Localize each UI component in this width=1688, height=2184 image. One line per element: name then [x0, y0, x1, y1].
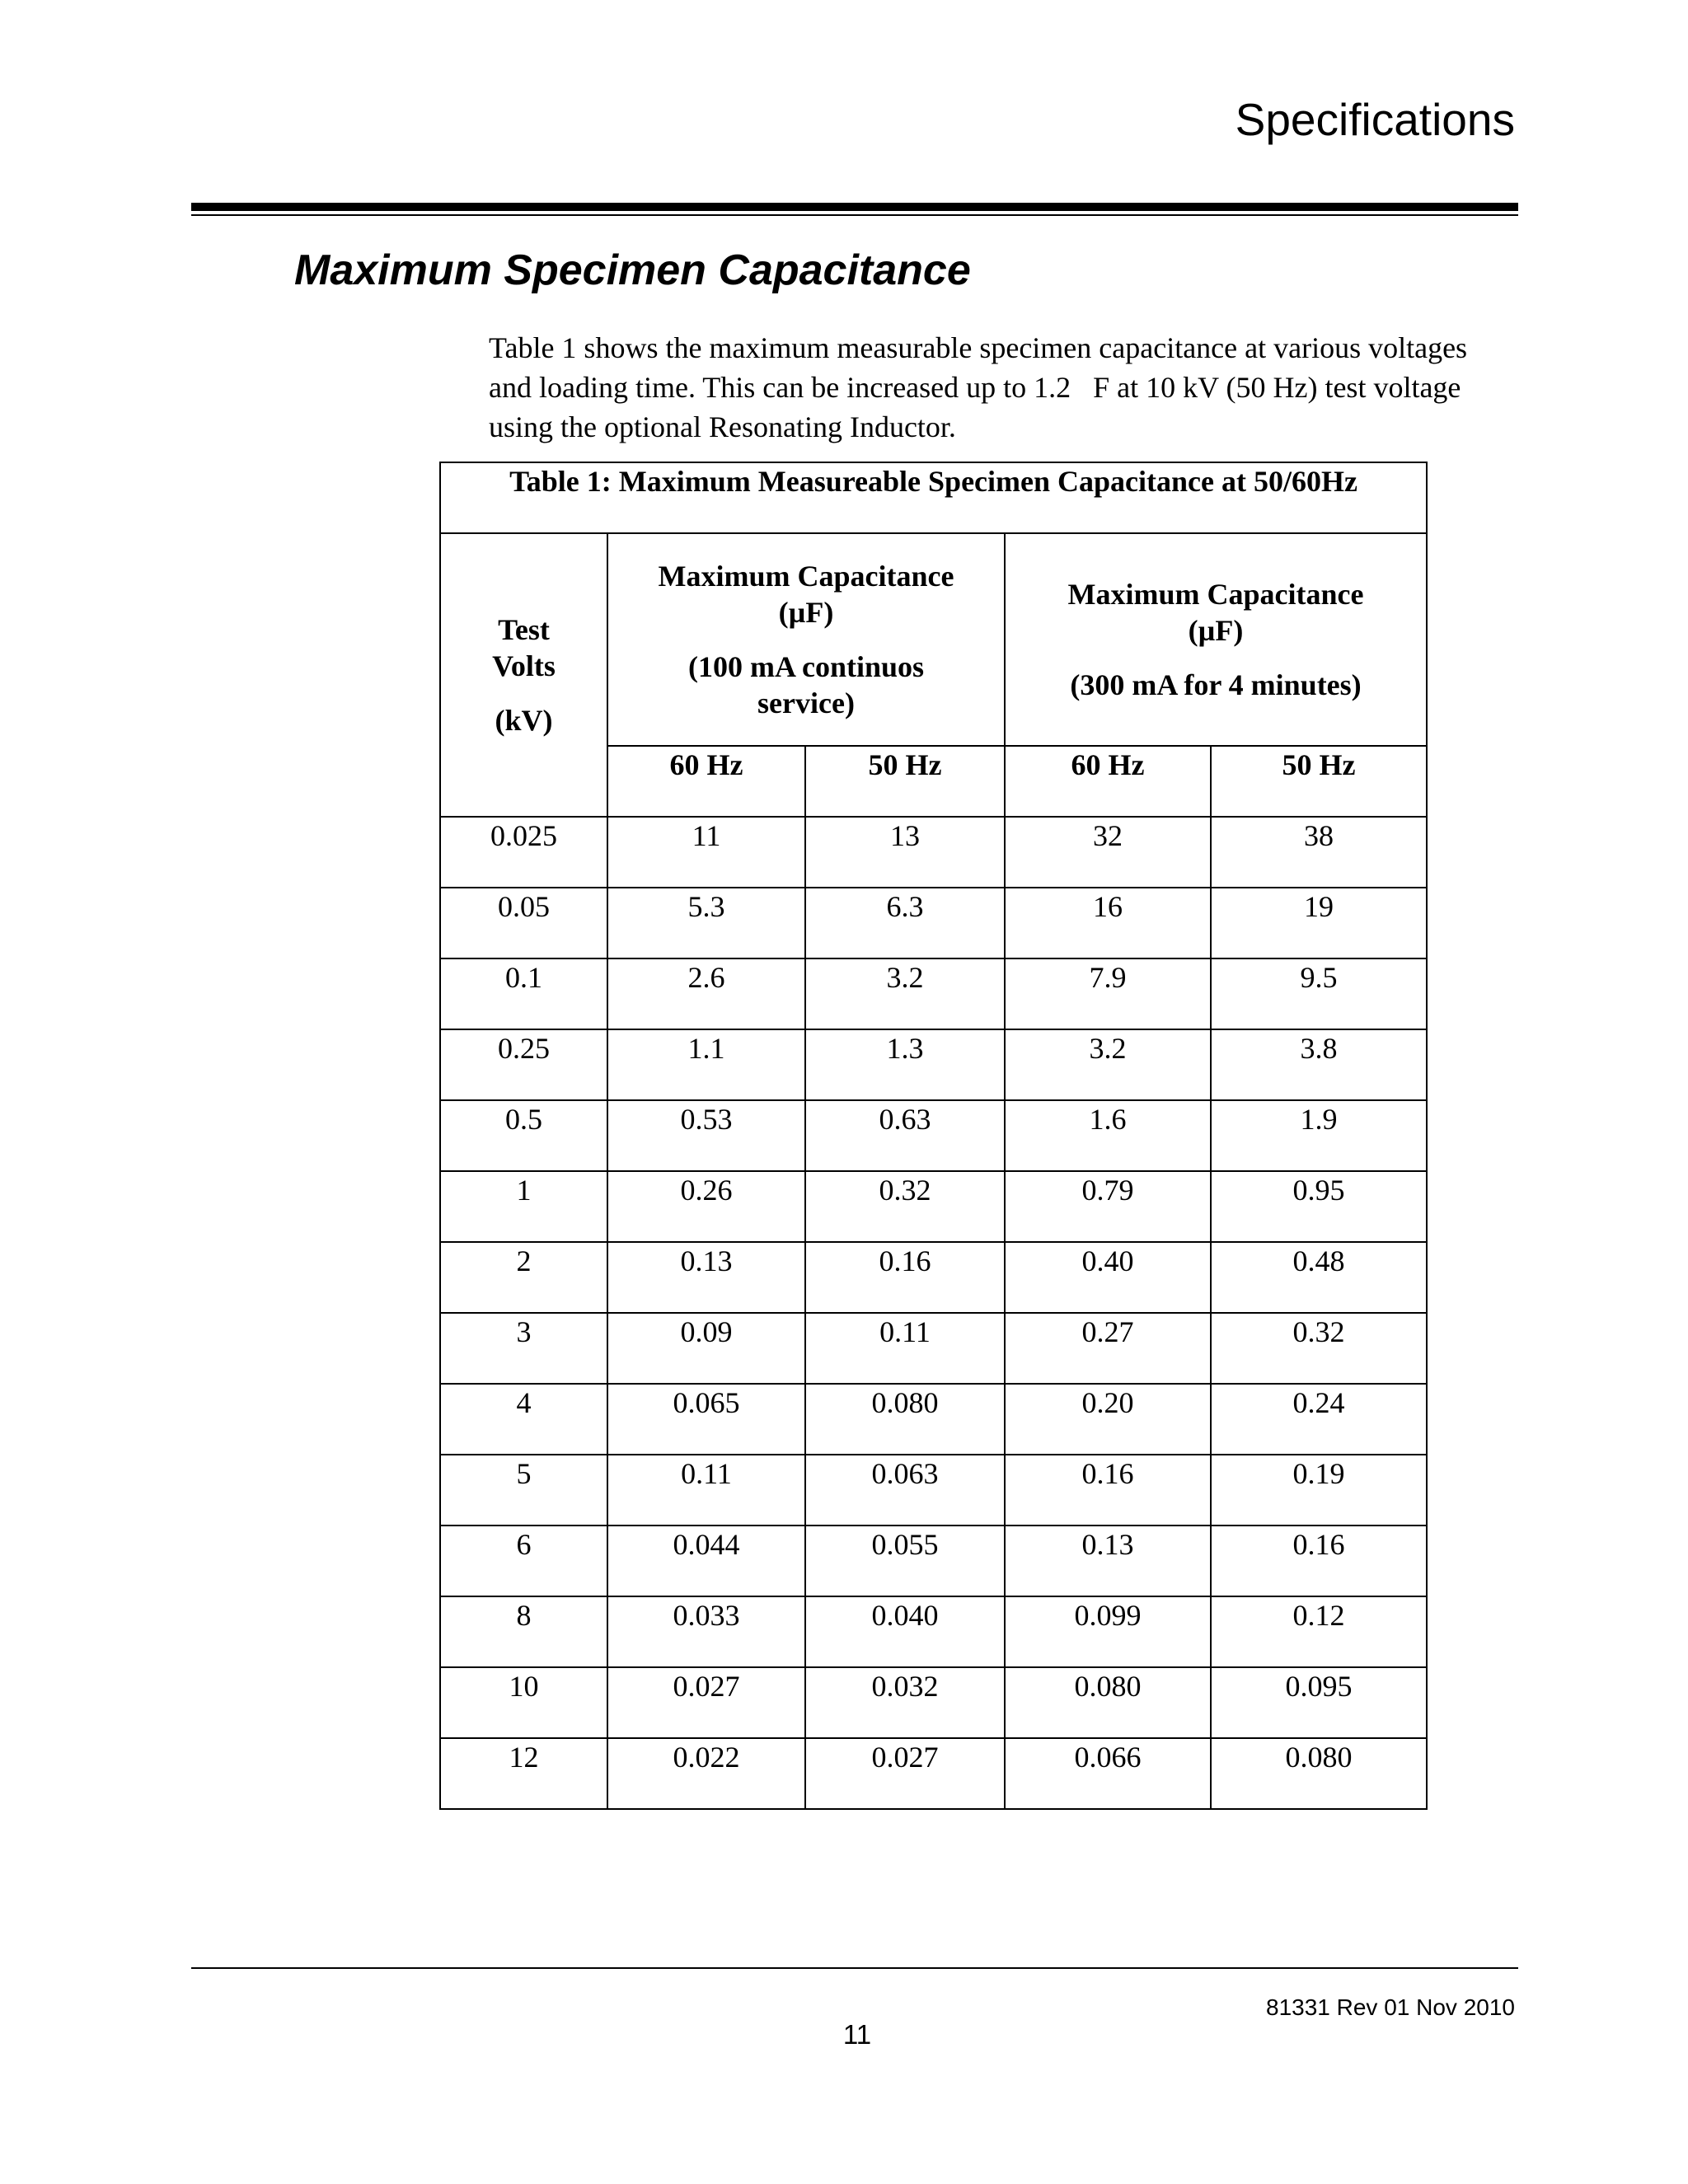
cell-100ma-60hz: 0.027 — [607, 1667, 805, 1738]
group1-note-line1: (100 mA continuos — [687, 650, 925, 683]
cell-100ma-50hz: 0.027 — [805, 1738, 1005, 1809]
cell-300ma-50hz: 0.12 — [1211, 1596, 1427, 1667]
group2-note: (300 mA for 4 minutes) — [1070, 668, 1362, 701]
footer-revision: 81331 Rev 01 Nov 2010 — [1266, 1994, 1515, 2020]
group1-title: Maximum Capacitance — [658, 560, 954, 593]
cell-100ma-60hz: 11 — [607, 817, 805, 888]
cell-300ma-50hz: 0.16 — [1211, 1526, 1427, 1596]
table-row — [440, 1171, 1427, 1242]
cell-300ma-60hz: 0.27 — [1005, 1313, 1211, 1384]
cell-100ma-60hz: 0.26 — [607, 1171, 805, 1242]
cell-300ma-60hz: 7.9 — [1005, 958, 1211, 1029]
table-row — [440, 1667, 1427, 1738]
cell-100ma-60hz: 0.044 — [607, 1526, 805, 1596]
table-body — [440, 817, 1427, 1809]
cell-test-volts: 2 — [440, 1242, 607, 1313]
header-rule-thin — [191, 214, 1518, 216]
group1-note-line2: service) — [757, 687, 855, 719]
cell-100ma-50hz: 0.16 — [805, 1242, 1005, 1313]
table-caption: Table 1: Maximum Measureable Specimen Capacitance at 50/60Hz — [440, 462, 1427, 533]
table-group-header-row — [440, 533, 1427, 746]
cell-300ma-60hz: 1.6 — [1005, 1100, 1211, 1171]
cell-100ma-60hz: 0.13 — [607, 1242, 805, 1313]
cell-100ma-50hz: 13 — [805, 817, 1005, 888]
cell-test-volts: 0.5 — [440, 1100, 607, 1171]
cell-100ma-50hz: 0.040 — [805, 1596, 1005, 1667]
table-row — [440, 1100, 1427, 1171]
cell-300ma-50hz: 38 — [1211, 817, 1427, 888]
cell-300ma-50hz: 19 — [1211, 888, 1427, 958]
footer-rule — [191, 1967, 1518, 1969]
table-row — [440, 1242, 1427, 1313]
cell-100ma-60hz: 2.6 — [607, 958, 805, 1029]
cell-300ma-50hz: 0.32 — [1211, 1313, 1427, 1384]
cell-300ma-60hz: 0.20 — [1005, 1384, 1211, 1455]
table-row — [440, 1384, 1427, 1455]
table-row — [440, 888, 1427, 958]
cell-test-volts: 0.25 — [440, 1029, 607, 1100]
cell-test-volts: 4 — [440, 1384, 607, 1455]
cell-100ma-50hz: 0.063 — [805, 1455, 1005, 1526]
table-caption-row — [440, 462, 1427, 533]
cell-300ma-50hz: 0.080 — [1211, 1738, 1427, 1809]
table-row — [440, 1738, 1427, 1809]
cell-100ma-50hz: 0.11 — [805, 1313, 1005, 1384]
cell-100ma-50hz: 3.2 — [805, 958, 1005, 1029]
cell-300ma-60hz: 0.13 — [1005, 1526, 1211, 1596]
group2-title: Maximum Capacitance — [1067, 578, 1364, 611]
table-row — [440, 1526, 1427, 1596]
group-header-100ma — [607, 533, 1005, 746]
table-row — [440, 958, 1427, 1029]
cell-100ma-50hz: 0.032 — [805, 1667, 1005, 1738]
cell-300ma-60hz: 0.40 — [1005, 1242, 1211, 1313]
group1-unit: (µF) — [778, 596, 834, 629]
page-number: 11 — [842, 2019, 872, 2050]
cell-100ma-60hz: 0.033 — [607, 1596, 805, 1667]
cell-300ma-50hz: 0.095 — [1211, 1667, 1427, 1738]
cell-100ma-50hz: 0.32 — [805, 1171, 1005, 1242]
capacitance-table — [439, 462, 1428, 1810]
cell-test-volts: 10 — [440, 1667, 607, 1738]
header-rule-thick — [191, 203, 1518, 211]
cell-test-volts: 0.1 — [440, 958, 607, 1029]
freq-header-g1-60hz: 60 Hz — [607, 746, 805, 817]
freq-header-g2-50hz: 50 Hz — [1211, 746, 1427, 817]
cell-100ma-60hz: 0.09 — [607, 1313, 805, 1384]
page-header-title: Specifications — [1235, 94, 1515, 145]
cell-test-volts: 6 — [440, 1526, 607, 1596]
cell-test-volts: 8 — [440, 1596, 607, 1667]
cell-100ma-50hz: 0.080 — [805, 1384, 1005, 1455]
cell-100ma-60hz: 0.022 — [607, 1738, 805, 1809]
table-row — [440, 1029, 1427, 1100]
cell-100ma-60hz: 0.11 — [607, 1455, 805, 1526]
volts-header-line1: Test — [498, 613, 550, 646]
freq-header-g2-60hz: 60 Hz — [1005, 746, 1211, 817]
volts-header-line2: Volts — [492, 649, 556, 682]
cell-100ma-50hz: 0.055 — [805, 1526, 1005, 1596]
cell-300ma-50hz: 3.8 — [1211, 1029, 1427, 1100]
cell-100ma-50hz: 1.3 — [805, 1029, 1005, 1100]
cell-300ma-60hz: 0.099 — [1005, 1596, 1211, 1667]
group2-unit: (µF) — [1188, 614, 1244, 647]
cell-100ma-50hz: 6.3 — [805, 888, 1005, 958]
cell-100ma-60hz: 5.3 — [607, 888, 805, 958]
table-row — [440, 1596, 1427, 1667]
group-header-300ma — [1005, 533, 1427, 746]
cell-100ma-60hz: 0.53 — [607, 1100, 805, 1171]
cell-300ma-50hz: 1.9 — [1211, 1100, 1427, 1171]
cell-test-volts: 3 — [440, 1313, 607, 1384]
volts-header-unit: (kV) — [495, 704, 553, 737]
cell-300ma-50hz: 9.5 — [1211, 958, 1427, 1029]
cell-300ma-60hz: 0.066 — [1005, 1738, 1211, 1809]
cell-300ma-60hz: 0.080 — [1005, 1667, 1211, 1738]
cell-100ma-50hz: 0.63 — [805, 1100, 1005, 1171]
cell-300ma-60hz: 32 — [1005, 817, 1211, 888]
cell-test-volts: 1 — [440, 1171, 607, 1242]
section-heading: Maximum Specimen Capacitance — [294, 246, 971, 294]
test-volts-header — [440, 533, 607, 817]
cell-300ma-50hz: 0.95 — [1211, 1171, 1427, 1242]
cell-300ma-60hz: 0.16 — [1005, 1455, 1211, 1526]
cell-test-volts: 12 — [440, 1738, 607, 1809]
table-row — [440, 1313, 1427, 1384]
table-row — [440, 1455, 1427, 1526]
cell-300ma-60hz: 0.79 — [1005, 1171, 1211, 1242]
cell-300ma-50hz: 0.24 — [1211, 1384, 1427, 1455]
cell-test-volts: 0.025 — [440, 817, 607, 888]
cell-test-volts: 5 — [440, 1455, 607, 1526]
cell-100ma-60hz: 1.1 — [607, 1029, 805, 1100]
cell-100ma-60hz: 0.065 — [607, 1384, 805, 1455]
cell-300ma-50hz: 0.48 — [1211, 1242, 1427, 1313]
cell-300ma-60hz: 16 — [1005, 888, 1211, 958]
cell-test-volts: 0.05 — [440, 888, 607, 958]
intro-paragraph: Table 1 shows the maximum measurable specimen capacitance at various voltages and loading time. This can be increased up to 1.2 F at 10 kV (50 Hz) test voltage using the optional Resonating Inductor. — [489, 331, 1468, 443]
freq-header-g1-50hz: 50 Hz — [805, 746, 1005, 817]
cell-300ma-60hz: 3.2 — [1005, 1029, 1211, 1100]
table-row — [440, 817, 1427, 888]
cell-300ma-50hz: 0.19 — [1211, 1455, 1427, 1526]
